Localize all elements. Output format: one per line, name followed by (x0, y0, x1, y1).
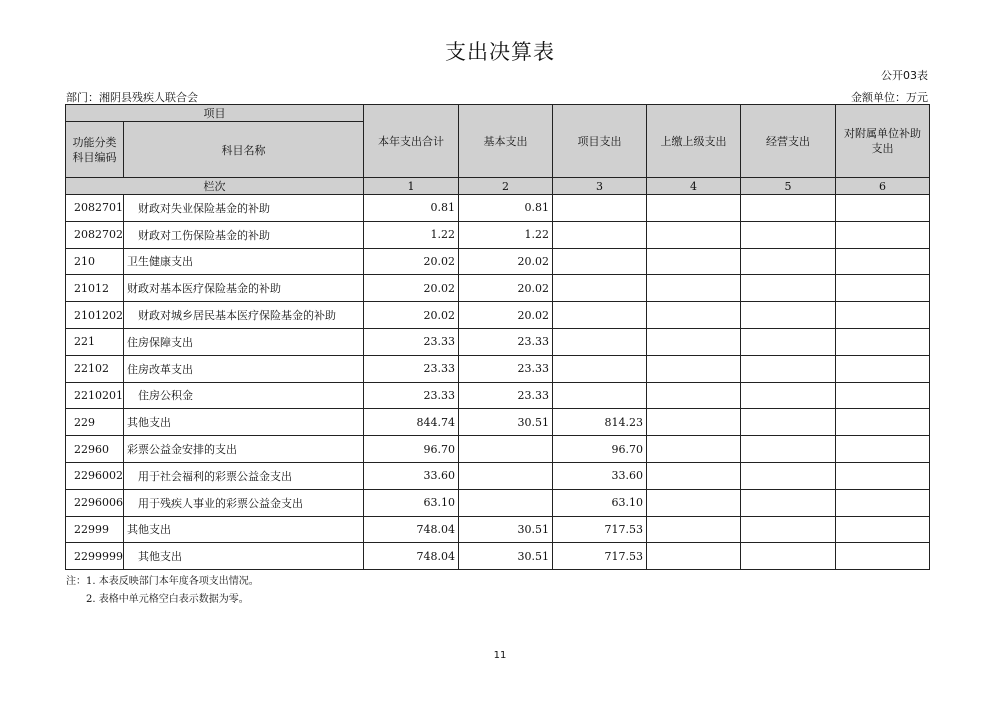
row-code: 21012 (66, 275, 124, 302)
row-basic (459, 489, 553, 516)
row-subsidy (836, 221, 930, 248)
page-number: 11 (493, 650, 507, 661)
row-total: 20.02 (364, 248, 459, 275)
row-project: 96.70 (553, 436, 647, 463)
table-row (66, 409, 930, 436)
row-project: 814.23 (553, 409, 647, 436)
index-4: 4 (647, 178, 741, 195)
row-subsidy (836, 328, 930, 355)
row-code: 22102 (66, 355, 124, 382)
row-upper (647, 328, 741, 355)
row-business (741, 302, 836, 329)
row-code: 22999 (66, 516, 124, 543)
row-total: 748.04 (364, 543, 459, 570)
row-code: 2296002 (66, 462, 124, 489)
table-row (66, 302, 930, 329)
note-2: 2. 表格中单元格空白表示数据为零。 (86, 594, 249, 605)
row-basic: 1.22 (459, 221, 553, 248)
row-upper (647, 221, 741, 248)
row-total: 20.02 (364, 275, 459, 302)
row-basic: 30.51 (459, 543, 553, 570)
row-basic: 30.51 (459, 409, 553, 436)
index-3: 3 (553, 178, 647, 195)
row-subsidy (836, 489, 930, 516)
header-item: 项目 (66, 105, 364, 122)
row-code: 2082702 (66, 221, 124, 248)
row-subsidy (836, 382, 930, 409)
row-upper (647, 275, 741, 302)
index-label: 栏次 (66, 178, 364, 195)
row-total: 63.10 (364, 489, 459, 516)
row-subsidy (836, 436, 930, 463)
page-title: 支出决算表 (445, 40, 555, 64)
table-row (66, 355, 930, 382)
header-subject-name: 科目名称 (124, 122, 364, 178)
row-upper (647, 516, 741, 543)
row-project (553, 221, 647, 248)
row-upper (647, 409, 741, 436)
row-upper (647, 462, 741, 489)
row-total: 23.33 (364, 382, 459, 409)
row-total: 844.74 (364, 409, 459, 436)
row-business (741, 221, 836, 248)
row-business (741, 382, 836, 409)
row-business (741, 195, 836, 222)
table-row (66, 382, 930, 409)
row-upper (647, 355, 741, 382)
row-name: 用于残疾人事业的彩票公益金支出 (124, 489, 364, 516)
row-total: 23.33 (364, 328, 459, 355)
row-upper (647, 248, 741, 275)
row-subsidy (836, 275, 930, 302)
row-total: 748.04 (364, 516, 459, 543)
row-project: 717.53 (553, 543, 647, 570)
row-subsidy (836, 543, 930, 570)
row-project (553, 275, 647, 302)
table-row (66, 462, 930, 489)
row-basic: 30.51 (459, 516, 553, 543)
row-name: 财政对城乡居民基本医疗保险基金的补助 (124, 302, 364, 329)
header-subsidy: 对附属单位补助 支出 (836, 105, 930, 178)
row-business (741, 275, 836, 302)
row-subsidy (836, 462, 930, 489)
row-name: 财政对失业保险基金的补助 (124, 195, 364, 222)
row-code: 2082701 (66, 195, 124, 222)
row-code: 2210201 (66, 382, 124, 409)
row-business (741, 248, 836, 275)
row-subsidy (836, 409, 930, 436)
row-project: 717.53 (553, 516, 647, 543)
table-row (66, 543, 930, 570)
row-name: 其他支出 (124, 543, 364, 570)
row-upper (647, 302, 741, 329)
notes (66, 573, 259, 609)
row-business (741, 436, 836, 463)
row-total: 96.70 (364, 436, 459, 463)
row-code: 229 (66, 409, 124, 436)
row-business (741, 409, 836, 436)
index-5: 5 (741, 178, 836, 195)
row-subsidy (836, 355, 930, 382)
row-name: 住房保障支出 (124, 328, 364, 355)
row-basic (459, 436, 553, 463)
row-name: 用于社会福利的彩票公益金支出 (124, 462, 364, 489)
index-2: 2 (459, 178, 553, 195)
row-project: 63.10 (553, 489, 647, 516)
row-code: 2101202 (66, 302, 124, 329)
row-project (553, 195, 647, 222)
row-code: 2296006 (66, 489, 124, 516)
row-basic: 23.33 (459, 382, 553, 409)
row-upper (647, 436, 741, 463)
header-project: 项目支出 (553, 105, 647, 178)
row-subsidy (836, 302, 930, 329)
department-label: 部门：湘阴县残疾人联合会 (66, 91, 198, 104)
amount-unit: 金额单位：万元 (851, 91, 928, 104)
table-row (66, 195, 930, 222)
row-upper (647, 382, 741, 409)
row-basic: 20.02 (459, 275, 553, 302)
header-total: 本年支出合计 (364, 105, 459, 178)
table-row (66, 436, 930, 463)
row-total: 0.81 (364, 195, 459, 222)
row-code: 210 (66, 248, 124, 275)
row-subsidy (836, 248, 930, 275)
row-upper (647, 195, 741, 222)
header-func-code: 功能分类 科目编码 (66, 122, 124, 178)
row-project (553, 382, 647, 409)
row-name: 其他支出 (124, 516, 364, 543)
row-code: 221 (66, 328, 124, 355)
table-row (66, 248, 930, 275)
row-name: 住房改革支出 (124, 355, 364, 382)
row-project (553, 302, 647, 329)
table-row (66, 221, 930, 248)
row-upper (647, 489, 741, 516)
index-1: 1 (364, 178, 459, 195)
row-subsidy (836, 195, 930, 222)
row-business (741, 543, 836, 570)
index-6: 6 (836, 178, 930, 195)
table-code: 公开03表 (881, 69, 928, 82)
header-business: 经营支出 (741, 105, 836, 178)
header-basic: 基本支出 (459, 105, 553, 178)
row-name: 住房公积金 (124, 382, 364, 409)
row-basic (459, 462, 553, 489)
row-basic: 0.81 (459, 195, 553, 222)
row-project (553, 248, 647, 275)
row-name: 财政对工伤保险基金的补助 (124, 221, 364, 248)
row-business (741, 328, 836, 355)
table-row (66, 328, 930, 355)
row-project (553, 355, 647, 382)
row-name: 其他支出 (124, 409, 364, 436)
row-upper (647, 543, 741, 570)
row-code: 2299999 (66, 543, 124, 570)
expenditure-table (65, 104, 930, 570)
row-project (553, 328, 647, 355)
row-total: 1.22 (364, 221, 459, 248)
row-basic: 23.33 (459, 328, 553, 355)
row-total: 23.33 (364, 355, 459, 382)
row-basic: 20.02 (459, 248, 553, 275)
table-row (66, 489, 930, 516)
row-project: 33.60 (553, 462, 647, 489)
row-basic: 20.02 (459, 302, 553, 329)
note-1: 注：1. 本表反映部门本年度各项支出情况。 (66, 576, 259, 587)
row-basic: 23.33 (459, 355, 553, 382)
row-subsidy (836, 516, 930, 543)
row-business (741, 516, 836, 543)
row-total: 33.60 (364, 462, 459, 489)
row-name: 财政对基本医疗保险基金的补助 (124, 275, 364, 302)
row-business (741, 462, 836, 489)
row-business (741, 489, 836, 516)
table-row (66, 516, 930, 543)
header-upper: 上缴上级支出 (647, 105, 741, 178)
row-name: 卫生健康支出 (124, 248, 364, 275)
row-name: 彩票公益金安排的支出 (124, 436, 364, 463)
table-row (66, 275, 930, 302)
row-code: 22960 (66, 436, 124, 463)
row-business (741, 355, 836, 382)
row-total: 20.02 (364, 302, 459, 329)
